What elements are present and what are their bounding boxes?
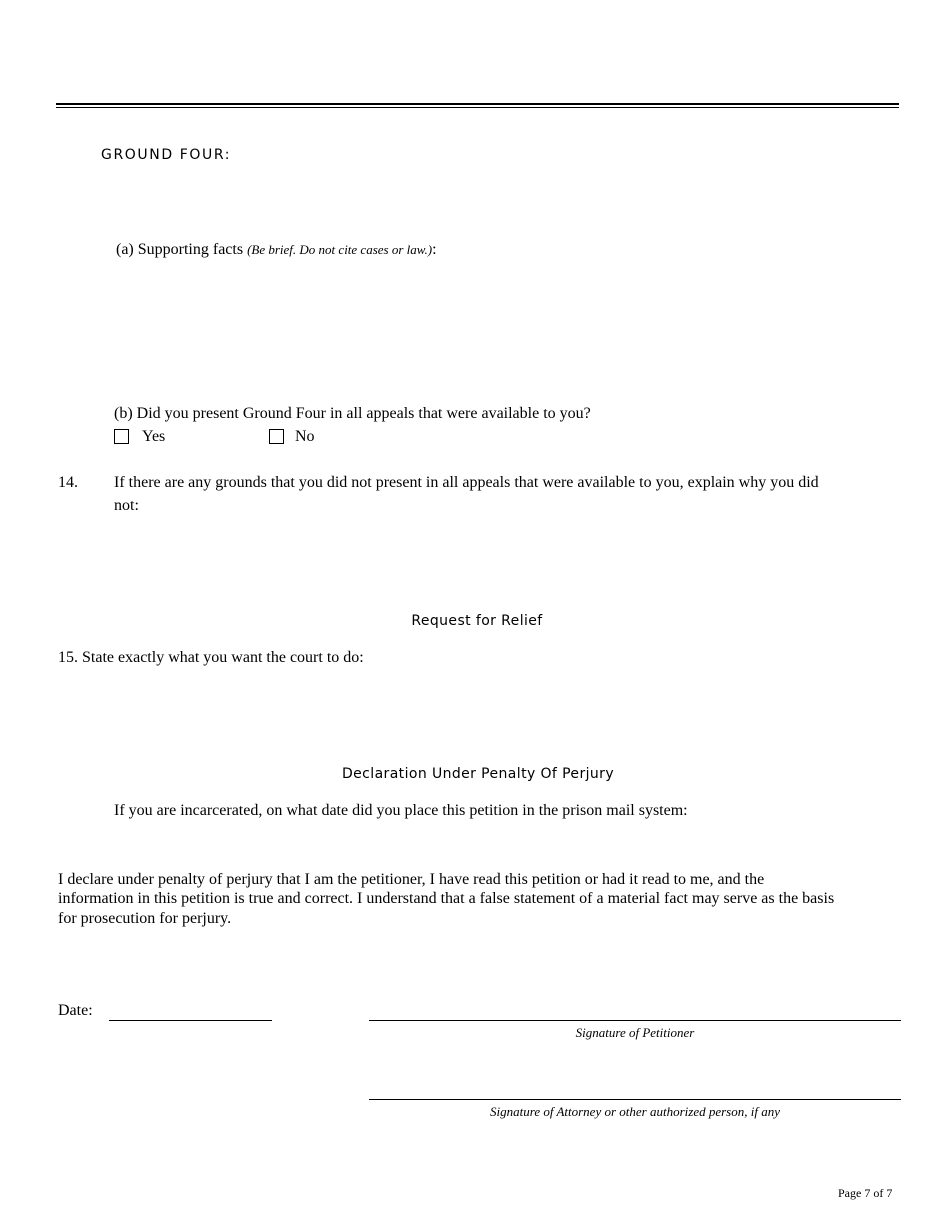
ground-four-heading: GROUND FOUR: — [101, 147, 232, 163]
no-checkbox[interactable] — [269, 429, 284, 444]
supporting-facts-prompt — [116, 240, 437, 260]
item-14-text-line1: If there are any grounds that you did not present in all appeals that were available to you, explain why you did — [114, 474, 819, 491]
declaration-statement-line1: I declare under penalty of perjury that I am the petitioner, I have read this petition or had it read to me, and the — [58, 871, 765, 888]
petitioner-signature-line[interactable] — [369, 1020, 901, 1021]
no-label: No — [295, 428, 315, 445]
item-15-text: 15. State exactly what you want the court to do: — [58, 649, 364, 666]
attorney-signature-caption: Signature of Attorney or other authorized person, if any — [490, 1104, 780, 1119]
supporting-facts-colon: : — [432, 241, 437, 258]
incarcerated-question: If you are incarcerated, on what date did you place this petition in the prison mail system: — [114, 802, 688, 819]
item-14-text-line2: not: — [114, 497, 139, 514]
appeals-question: (b) Did you present Ground Four in all appeals that were available to you? — [114, 405, 591, 422]
date-label: Date: — [58, 1002, 93, 1019]
page-number: Page 7 of 7 — [838, 1186, 893, 1200]
supporting-facts-note: (Be brief. Do not cite cases or law.) — [247, 242, 433, 257]
declaration-statement-line3: for prosecution for perjury. — [58, 910, 232, 927]
request-for-relief-heading: Request for Relief — [411, 613, 543, 629]
date-line[interactable] — [109, 1020, 272, 1021]
supporting-facts-label: (a) Supporting facts — [116, 241, 248, 258]
yes-label: Yes — [142, 428, 166, 445]
item-14-number: 14. — [58, 474, 78, 491]
top-rule-thin — [56, 107, 899, 108]
top-rule-thick — [56, 103, 899, 105]
yes-checkbox[interactable] — [114, 429, 129, 444]
petitioner-signature-caption: Signature of Petitioner — [575, 1025, 695, 1040]
attorney-signature-line[interactable] — [369, 1099, 901, 1100]
declaration-heading: Declaration Under Penalty Of Perjury — [341, 766, 615, 782]
declaration-statement-line2: information in this petition is true and correct. I understand that a false statement of a material fact may serve as the basis — [58, 890, 835, 907]
